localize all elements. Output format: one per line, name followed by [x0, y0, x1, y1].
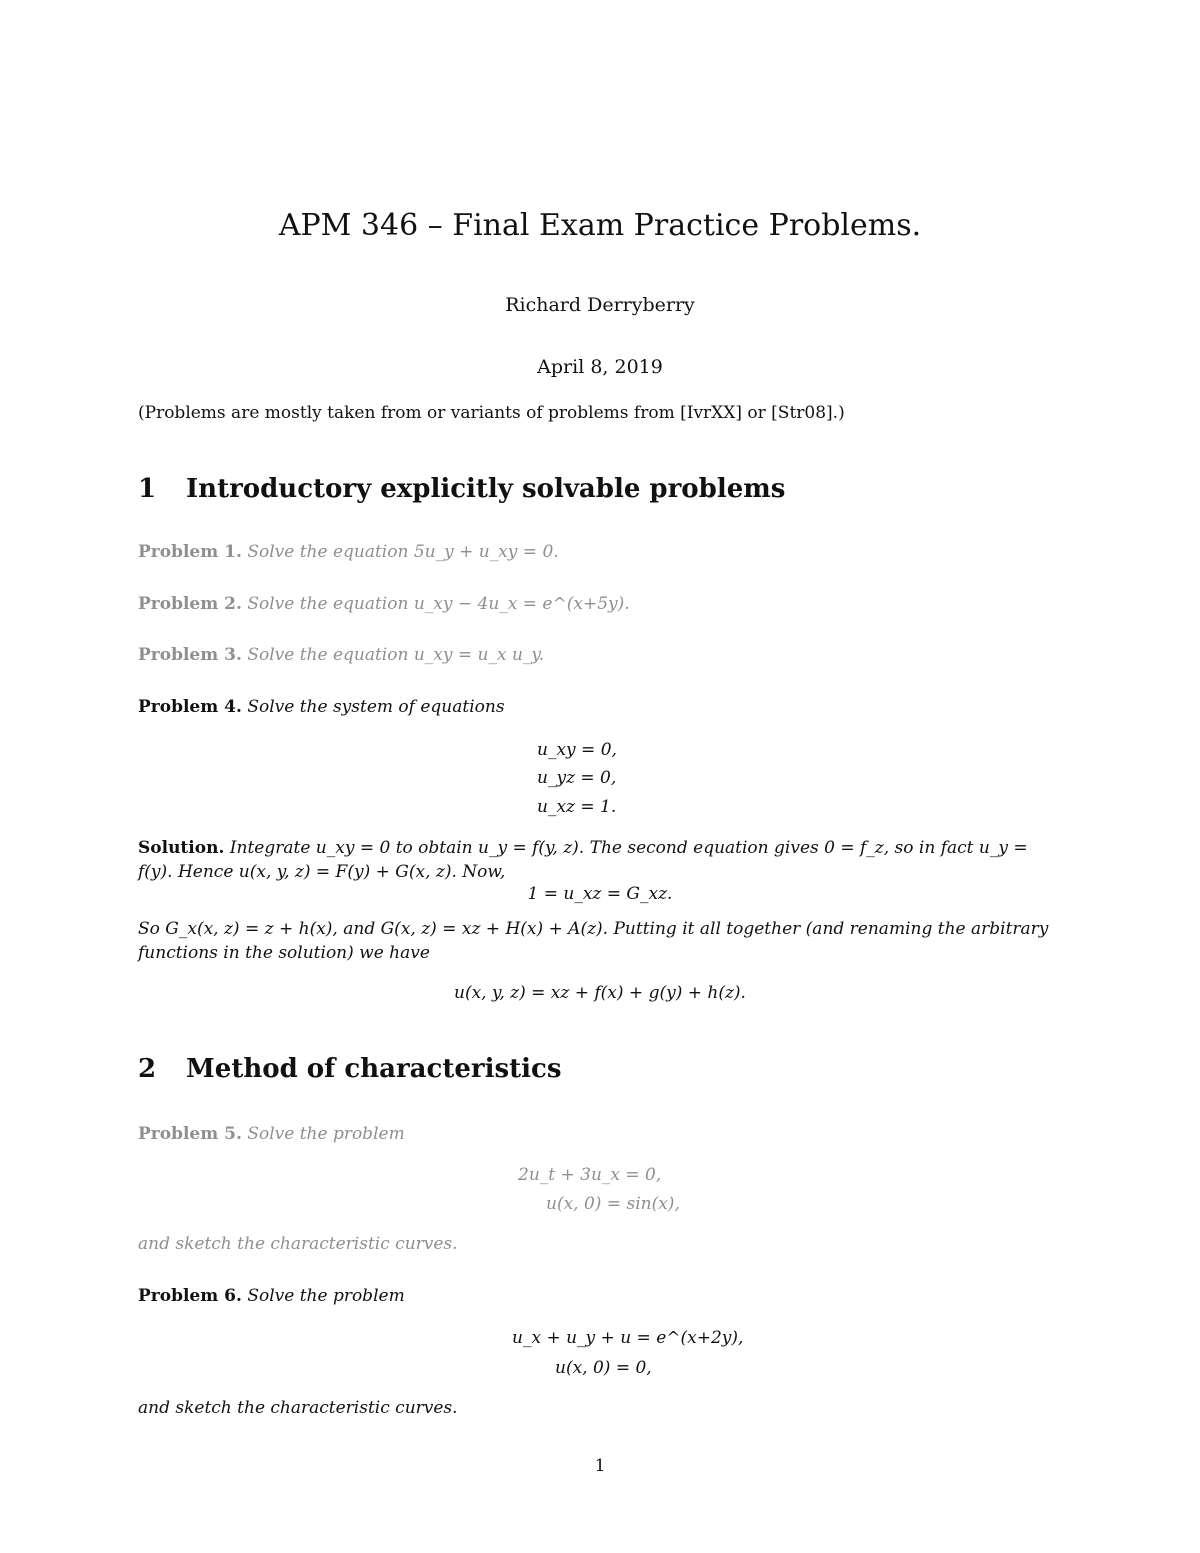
page-number: 1 — [594, 1456, 606, 1476]
problem-tail: and sketch the characteristic curves. — [138, 1398, 458, 1418]
section-title: Introductory explicitly solvable problems — [186, 474, 786, 504]
section-number: 2 — [138, 1054, 157, 1084]
section-number: 1 — [138, 474, 157, 504]
problem-2 — [138, 594, 630, 614]
problem-statement: Solve the equation 5u_y + u_xy = 0. — [247, 542, 559, 562]
equation-line: u_yz = 0, — [537, 768, 617, 788]
problem-statement: Solve the system of equations — [247, 697, 505, 717]
problem-6 — [138, 1286, 405, 1306]
solution-paragraph-2: So G_x(x, z) = z + h(x), and G(x, z) = xz + H(x) + A(z). Putting it all together (and renaming the arbitrary functions in the solution) we have — [138, 919, 1049, 963]
solution-paragraph-1 — [138, 836, 1064, 884]
source-note: (Problems are mostly taken from or variants of problems from [IvrXX] or [Str08].) — [138, 403, 845, 423]
problem-3 — [138, 645, 544, 665]
section-heading-2 — [138, 1054, 561, 1084]
problem-label: Problem 1. — [138, 542, 242, 562]
equation-line: u_xy = 0, — [537, 740, 617, 760]
problem-label: Problem 3. — [138, 645, 242, 665]
solution-equation-1: 1 = u_xz = G_xz. — [527, 884, 673, 904]
problem-statement: Solve the equation u_xy − 4u_x = e^(x+5y). — [247, 594, 630, 614]
equation-line: u_xz = 1. — [537, 797, 617, 817]
equation-line: u_x + u_y + u = e^(x+2y), — [512, 1328, 744, 1348]
problem-4 — [138, 697, 505, 717]
equation-line: 2u_t + 3u_x = 0, — [518, 1165, 662, 1185]
section-title: Method of characteristics — [186, 1054, 562, 1084]
problem-label: Problem 4. — [138, 697, 242, 717]
problem-tail: and sketch the characteristic curves. — [138, 1234, 458, 1254]
problem-1 — [138, 542, 559, 562]
problem-statement: Solve the problem — [247, 1124, 405, 1144]
solution-equation-2: u(x, y, z) = xz + f(x) + g(y) + h(z). — [454, 983, 746, 1003]
solution-label: Solution. — [138, 838, 225, 858]
author: Richard Derryberry — [505, 294, 695, 316]
section-heading-1 — [138, 474, 785, 504]
equation-line: u(x, 0) = 0, — [555, 1358, 652, 1378]
problem-statement: Solve the problem — [247, 1286, 405, 1306]
document-title: APM 346 – Final Exam Practice Problems. — [278, 208, 922, 243]
problem-5 — [138, 1124, 405, 1144]
problem-label: Problem 6. — [138, 1286, 242, 1306]
solution-text: Integrate u_xy = 0 to obtain u_y = f(y, z). The second equation gives 0 = f_z, so in fact u_y = f(y). Hence u(x, y, z) = F(y) + G(x, z). Now, — [138, 838, 1028, 882]
problem-statement: Solve the equation u_xy = u_x u_y. — [247, 645, 545, 665]
problem-label: Problem 2. — [138, 594, 242, 614]
problem-6-tail — [138, 1398, 458, 1418]
equation-line: u(x, 0) = sin(x), — [546, 1194, 680, 1214]
problem-5-tail — [138, 1234, 458, 1254]
date: April 8, 2019 — [537, 356, 663, 378]
problem-label: Problem 5. — [138, 1124, 242, 1144]
